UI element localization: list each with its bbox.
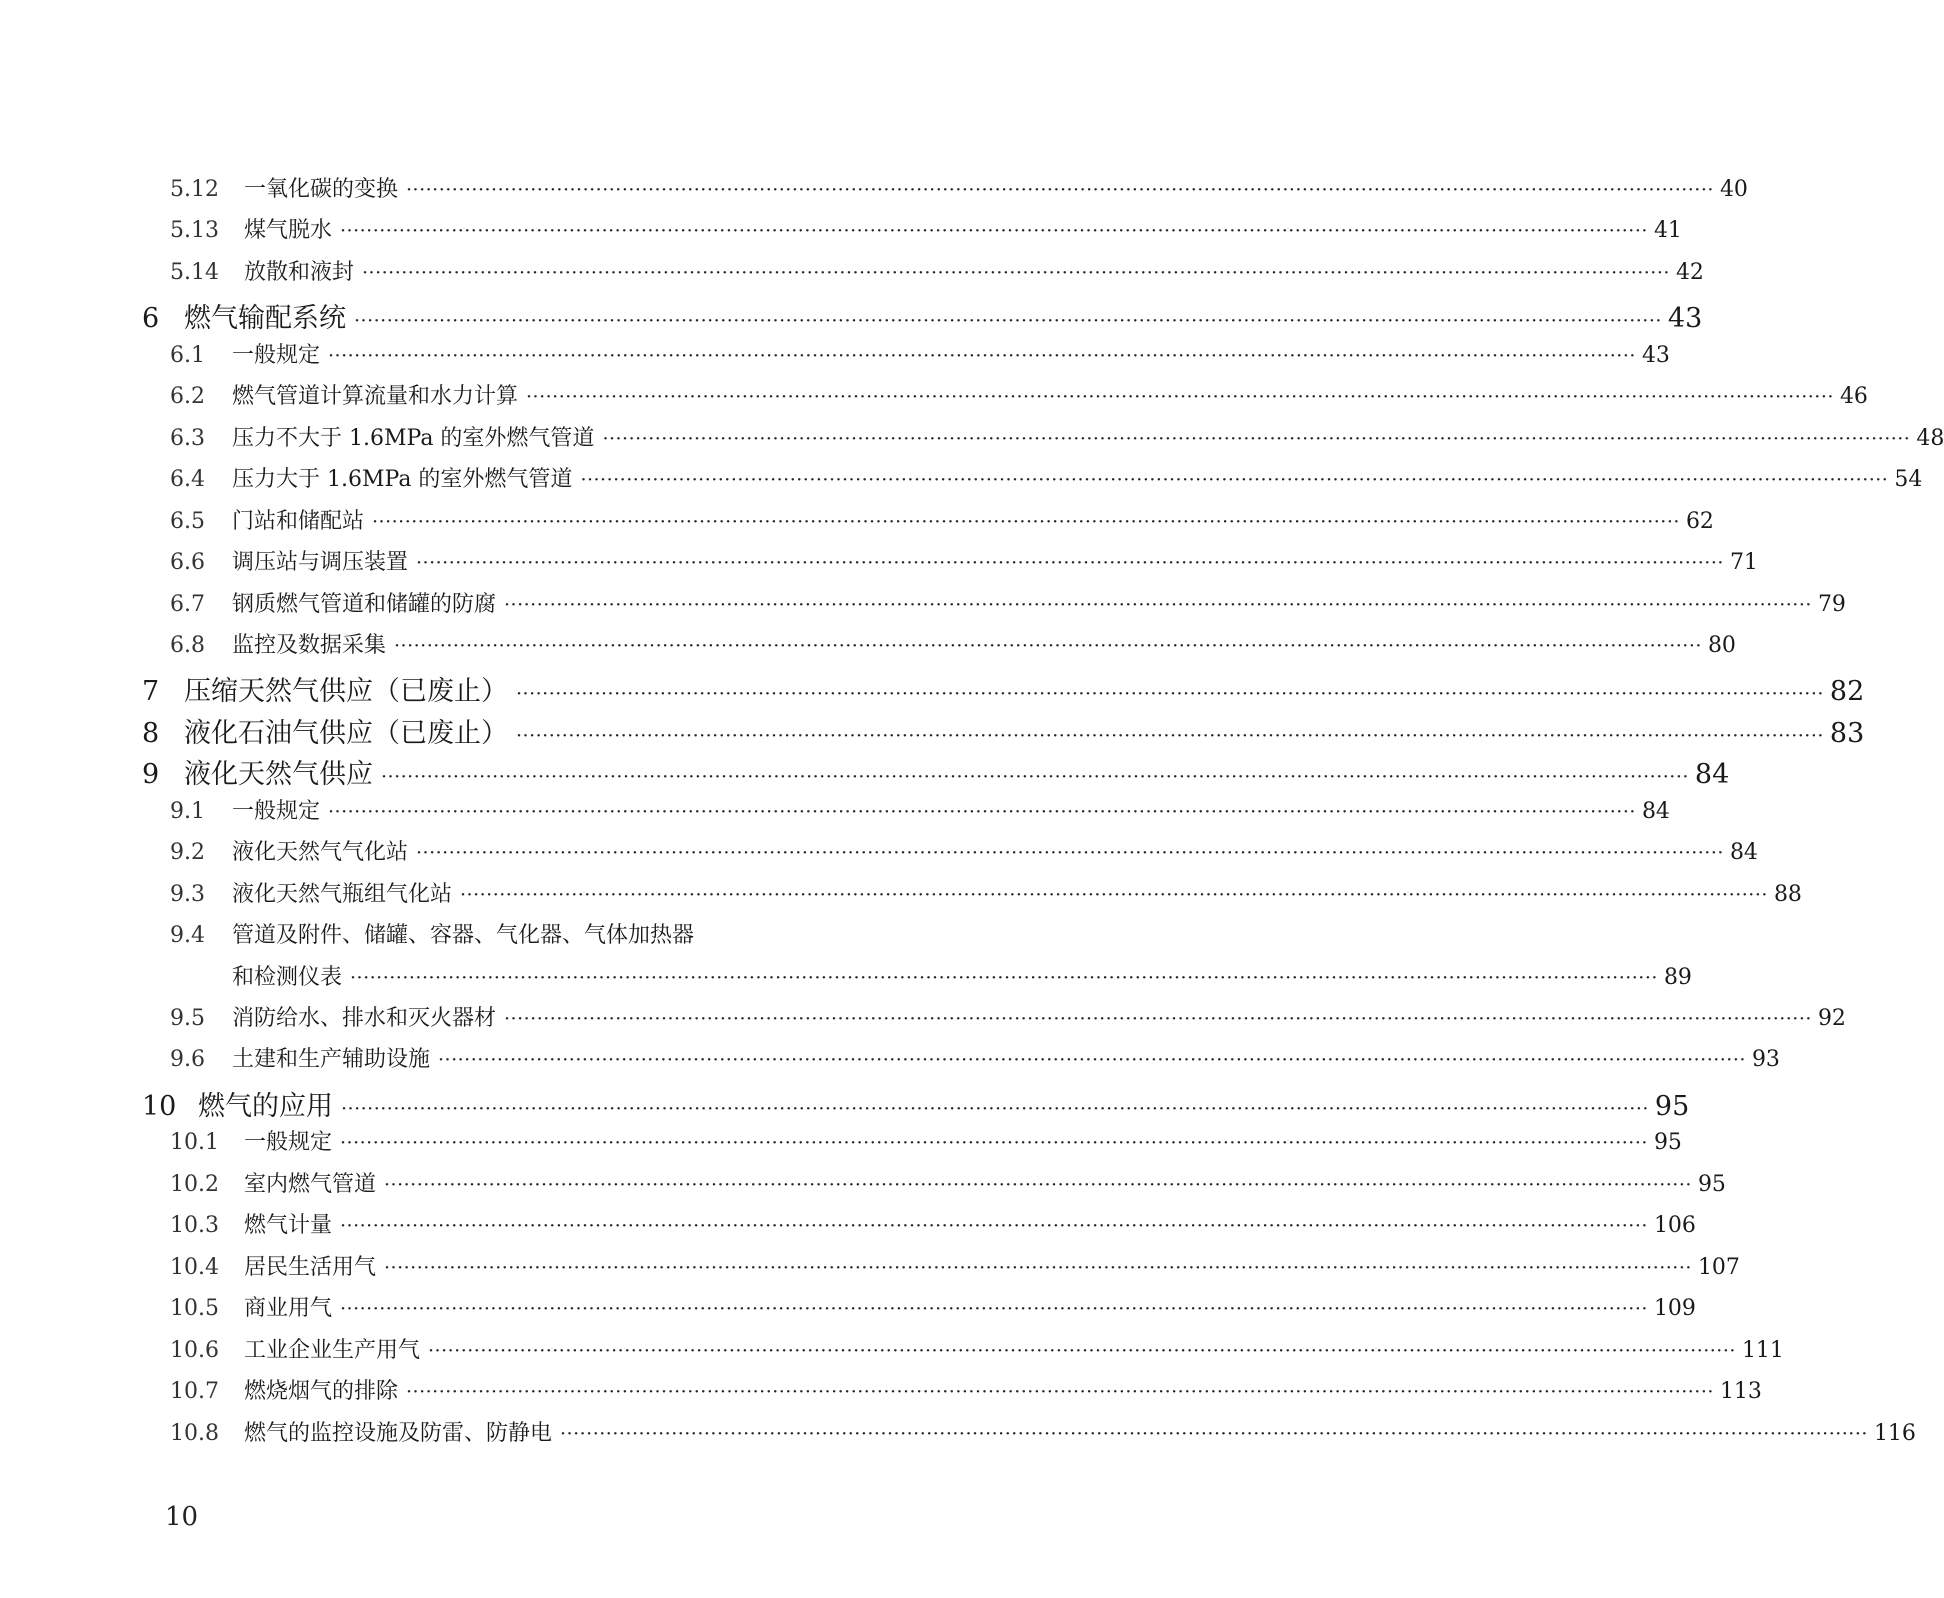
toc-entry-page: 111 (1741, 1337, 1784, 1363)
toc-entry-number: 10.7 (170, 1379, 219, 1405)
toc-section-row[interactable] (170, 1374, 1762, 1405)
toc-chapter-row[interactable] (142, 296, 1703, 335)
toc-entry-title: 管道及附件、储罐、容器、气化器、气体加热器 (232, 923, 695, 949)
toc-entry-page: 84 (1641, 798, 1670, 824)
dot-leader: ········································································································································································································ (560, 1422, 1868, 1445)
toc-entry-title: 液化天然气供应 (184, 759, 373, 791)
dot-leader: ········································································································································································································ (516, 683, 1824, 706)
toc-entry-number: 9.1 (170, 798, 205, 824)
dot-leader: ········································································································································································································ (372, 510, 1680, 533)
toc-entry-page: 107 (1697, 1254, 1740, 1280)
toc-section-row[interactable] (170, 835, 1758, 866)
toc-entry-title: 一氧化碳的变换 (244, 177, 399, 202)
toc-section-row[interactable] (170, 587, 1846, 618)
dot-leader: ········································································································································································································ (406, 1381, 1714, 1404)
dot-leader: ········································································································································································································ (328, 344, 1636, 367)
toc-entry-number: 5.14 (170, 259, 219, 285)
dot-leader: ········································································································································································································ (394, 634, 1702, 657)
dot-leader: ········································································································································································································ (350, 966, 1658, 989)
toc-entry-number: 9.5 (170, 1006, 205, 1031)
toc-entry-number: 10.2 (170, 1171, 219, 1197)
toc-entry-page: 95 (1653, 1130, 1682, 1156)
toc-section-row[interactable] (170, 1167, 1726, 1198)
toc-section-row[interactable] (170, 628, 1736, 659)
toc-entry-number: 10.5 (170, 1296, 219, 1322)
toc-entry-page: 93 (1751, 1047, 1780, 1073)
toc-entry-title: 燃气计量 (244, 1213, 333, 1239)
dot-leader: ········································································································································································································ (526, 386, 1834, 409)
toc-entry-number: 6.1 (170, 342, 205, 368)
dot-leader: ········································································································································································································ (340, 1132, 1648, 1155)
toc-entry-title: 室内燃气管道 (244, 1171, 377, 1197)
dot-leader: ········································································································································································································ (341, 1097, 1649, 1120)
toc-entry-title: 放散和液封 (244, 259, 355, 285)
toc-section-row[interactable] (170, 545, 1758, 576)
dot-leader: ········································································································································································································ (516, 724, 1824, 747)
toc-entry-page: 83 (1829, 717, 1865, 749)
toc-entry-title: 压缩天然气供应（已废止） (184, 676, 508, 708)
dot-leader: ········································································································································································································ (340, 1215, 1648, 1238)
dot-leader: ········································································································································································································ (580, 469, 1889, 492)
toc-chapter-row[interactable] (142, 752, 1730, 791)
dot-leader: ········································································································································································································ (354, 310, 1662, 333)
dot-leader: ········································································································································································································ (460, 883, 1768, 906)
toc-entry-page: 84 (1694, 759, 1730, 791)
toc-section-row[interactable] (170, 255, 1704, 286)
toc-entry-title: 液化天然气瓶组气化站 (232, 881, 453, 907)
toc-entry-page: 71 (1729, 550, 1758, 576)
toc-entry-number: 10.4 (170, 1254, 219, 1280)
toc-entry-page: 84 (1729, 840, 1758, 866)
dot-leader: ········································································································································································································ (504, 1008, 1812, 1030)
toc-entry-title: 土建和生产辅助设施 (232, 1047, 431, 1073)
toc-section-row[interactable] (170, 1291, 1696, 1322)
toc-entry-number: 6.8 (170, 632, 205, 658)
toc-section-row[interactable] (170, 1042, 1780, 1073)
toc-entry-title: 钢质燃气管道和储罐的防腐 (232, 591, 497, 617)
toc-entry-page: 41 (1653, 218, 1682, 244)
toc-entry-title: 商业用气 (244, 1296, 333, 1322)
toc-entry-number: 10.1 (170, 1130, 219, 1156)
toc-entry-page: 46 (1839, 384, 1868, 410)
toc-entry-title: 门站和储配站 (232, 508, 365, 534)
dot-leader: ········································································································································································································ (384, 1256, 1692, 1279)
toc-entry-page: 54 (1894, 467, 1923, 493)
toc-entry-page: 88 (1773, 881, 1802, 907)
toc-section-row[interactable] (170, 172, 1748, 203)
toc-section-row[interactable] (232, 960, 1692, 991)
toc-entry-number: 10.3 (170, 1213, 219, 1239)
toc-entry-page: 95 (1654, 1090, 1690, 1122)
toc-entry-number: 5.13 (170, 218, 219, 244)
toc-entry-number: 9.4 (170, 923, 205, 949)
toc-entry-title: 消防给水、排水和灭火器材 (232, 1006, 497, 1031)
dot-leader: ········································································································································································································ (328, 800, 1636, 823)
toc-entry-number: 9.3 (170, 881, 205, 907)
toc-entry-page: 40 (1719, 177, 1748, 202)
toc-entry-title: 煤气脱水 (244, 218, 333, 244)
toc-section-row[interactable] (170, 1001, 1846, 1032)
toc-section-row[interactable] (170, 918, 940, 949)
toc-entry-title: 液化石油气供应（已废止） (184, 717, 508, 749)
dot-leader: ········································································································································································································ (406, 179, 1714, 201)
toc-chapter-row[interactable] (142, 711, 1865, 750)
toc-entry-title: 一般规定 (244, 1130, 333, 1156)
dot-leader: ········································································································································································································ (340, 1298, 1648, 1321)
toc-section-row[interactable] (170, 877, 1802, 908)
dot-leader: ········································································································································································································ (602, 427, 1911, 450)
toc-entry-title: 压力不大于 1.6MPa 的室外燃气管道 (232, 425, 595, 451)
toc-entry-number: 9 (142, 759, 160, 791)
page-number: 10 (165, 1502, 199, 1532)
dot-leader: ········································································································································································································ (416, 552, 1724, 575)
toc-section-row[interactable] (170, 213, 1682, 244)
toc-entry-number: 10.8 (170, 1420, 219, 1446)
toc-entry-page: 109 (1653, 1296, 1696, 1322)
toc-entry-number: 6 (142, 303, 160, 335)
toc-section-row[interactable] (170, 421, 1944, 452)
toc-entry-page: 116 (1873, 1420, 1916, 1446)
dot-leader: ········································································································································································································ (438, 1049, 1746, 1072)
toc-entry-page: 79 (1817, 591, 1846, 617)
toc-entry-page: 62 (1685, 508, 1714, 534)
toc-entry-page: 43 (1641, 342, 1670, 368)
dot-leader: ········································································································································································································ (504, 593, 1812, 616)
toc-entry-title: 燃气管道计算流量和水力计算 (232, 384, 519, 410)
toc-entry-page: 43 (1667, 303, 1703, 335)
toc-entry-title: 和检测仪表 (232, 964, 343, 990)
toc-section-row[interactable] (170, 794, 1670, 825)
toc-entry-title: 监控及数据采集 (232, 632, 387, 658)
toc-chapter-row[interactable] (142, 1084, 1690, 1123)
toc-section-row[interactable] (170, 504, 1714, 535)
toc-section-row[interactable] (170, 1125, 1682, 1156)
toc-entry-title: 一般规定 (232, 798, 321, 824)
toc-entry-title: 燃烧烟气的排除 (244, 1379, 399, 1405)
toc-entry-number: 10 (142, 1090, 177, 1122)
toc-chapter-row[interactable] (142, 669, 1865, 708)
toc-entry-title: 一般规定 (232, 342, 321, 368)
toc-entry-number: 10.6 (170, 1337, 219, 1363)
toc-entry-number: 6.3 (170, 425, 205, 451)
toc-entry-page: 42 (1675, 259, 1704, 285)
toc-entry-number: 6.7 (170, 591, 205, 617)
dot-leader: ········································································································································································································ (416, 842, 1724, 865)
toc-entry-title: 调压站与调压装置 (232, 550, 409, 576)
toc-entry-page: 113 (1719, 1379, 1762, 1405)
toc-section-row[interactable] (170, 1333, 1784, 1364)
toc-section-row[interactable] (170, 1416, 1916, 1447)
toc-section-row[interactable] (170, 338, 1670, 369)
toc-section-row[interactable] (170, 379, 1868, 410)
toc-entry-number: 6.6 (170, 550, 205, 576)
toc-entry-title: 压力大于 1.6MPa 的室外燃气管道 (232, 467, 573, 493)
toc-entry-title: 工业企业生产用气 (244, 1337, 421, 1363)
toc-entry-number: 6.4 (170, 467, 205, 493)
toc-entry-page: 92 (1817, 1006, 1846, 1031)
toc-entry-number: 9.6 (170, 1047, 205, 1073)
toc-entry-page: 95 (1697, 1171, 1726, 1197)
dot-leader: ········································································································································································································ (428, 1339, 1736, 1362)
toc-entry-title: 燃气的监控设施及防雷、防静电 (244, 1420, 553, 1446)
toc-entry-number: 6.2 (170, 384, 205, 410)
toc-entry-page: 80 (1707, 632, 1736, 658)
dot-leader: ········································································································································································································ (384, 1173, 1692, 1196)
toc-entry-number: 8 (142, 717, 160, 749)
toc-entry-number: 6.5 (170, 508, 205, 534)
toc-entry-number: 7 (142, 676, 160, 708)
toc-entry-page: 106 (1653, 1213, 1696, 1239)
toc-entry-title: 居民生活用气 (244, 1254, 377, 1280)
toc-entry-title: 燃气输配系统 (184, 303, 346, 335)
toc-entry-page: 82 (1829, 676, 1865, 708)
toc-entry-title: 燃气的应用 (198, 1090, 333, 1122)
toc-entry-number: 5.12 (170, 177, 219, 202)
toc-entry-page: 89 (1663, 964, 1692, 990)
toc-section-row[interactable] (170, 462, 1923, 493)
dot-leader: ········································································································································································································ (362, 261, 1670, 284)
toc-section-row[interactable] (170, 1208, 1696, 1239)
toc-section-row[interactable] (170, 1250, 1740, 1281)
dot-leader: ········································································································································································································ (381, 766, 1689, 789)
toc-entry-page: 48 (1916, 425, 1944, 451)
toc-entry-title: 液化天然气气化站 (232, 840, 409, 866)
toc-entry-number: 9.2 (170, 840, 205, 866)
dot-leader: ········································································································································································································ (340, 220, 1648, 243)
